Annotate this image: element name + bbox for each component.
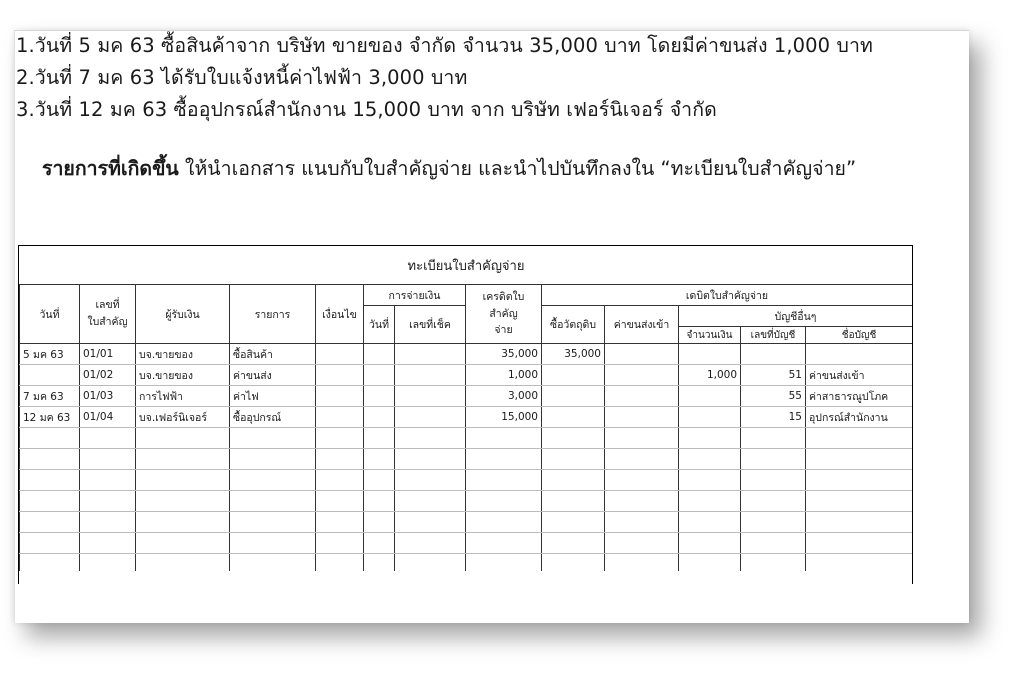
cell-freight: [605, 344, 679, 365]
transaction-line-3: 3.วันที่ 12 มค 63 ซื้ออุปกรณ์สำนักงาน 15,000 บาท จาก บริษัท เฟอร์นิเจอร์ จำกัด: [16, 98, 717, 121]
cell-materials: 35,000: [542, 344, 605, 365]
empty-row: [20, 512, 913, 533]
cell-pday: [364, 407, 395, 428]
cell-desc: ค่าขนส่ง: [230, 365, 316, 386]
cell-pday: [364, 365, 395, 386]
col-payment: การจ่ายเงิน: [364, 285, 466, 306]
cell-materials: [542, 407, 605, 428]
cell-amount: [679, 344, 741, 365]
cell-no: 01/01: [80, 344, 136, 365]
cell-no: 01/02: [80, 365, 136, 386]
cell-cheque: [395, 365, 466, 386]
cell-payee: การไฟฟ้า: [136, 386, 230, 407]
cell-acct-no: 55: [741, 386, 806, 407]
cell-cheque: [395, 344, 466, 365]
empty-row: [20, 428, 913, 449]
cell-payee: บจ.ขายของ: [136, 365, 230, 386]
col-condition: เงื่อนไข: [316, 285, 364, 344]
cell-credit: 1,000: [466, 365, 542, 386]
col-account-name: ชื่อบัญชี: [806, 327, 913, 344]
col-pay-day: วันที่: [364, 306, 395, 344]
cell-materials: [542, 365, 605, 386]
empty-row: [20, 449, 913, 470]
col-description: รายการ: [230, 285, 316, 344]
cell-acct-no: [741, 344, 806, 365]
instruction-bold: รายการที่เกิดขึ้น: [42, 157, 179, 180]
col-amount: จำนวนเงิน: [679, 327, 741, 344]
cell-credit: 3,000: [466, 386, 542, 407]
cell-acct-name: ค่าขนส่งเข้า: [806, 365, 913, 386]
register-body: [20, 344, 913, 572]
col-debit: เดบิตใบสำคัญจ่าย: [542, 285, 913, 306]
cell-acct-name: [806, 344, 913, 365]
transaction-line-2: 2.วันที่ 7 มค 63 ได้รับใบแจ้งหนี้ค่าไฟฟ้า 3,000 บาท: [16, 66, 468, 89]
cell-amount: [679, 407, 741, 428]
cell-acct-name: อุปกรณ์สำนักงาน: [806, 407, 913, 428]
instruction-rest: ให้นำเอกสาร แนบกับใบสำคัญจ่าย และนำไปบันทึกลงใน “ทะเบียนใบสำคัญจ่าย”: [178, 157, 857, 180]
register-table: [19, 246, 913, 571]
cell-acct-name: ค่าสาธารณูปโภค: [806, 386, 913, 407]
cell-cond: [316, 386, 364, 407]
register-title: ทะเบียนใบสำคัญจ่าย: [20, 246, 913, 285]
table-row: [20, 386, 913, 407]
col-voucher-no: เลขที่ ใบสำคัญ: [80, 285, 136, 344]
table-row: [20, 344, 913, 365]
cell-amount: 1,000: [679, 365, 741, 386]
empty-row: [20, 554, 913, 572]
instruction-text: [42, 153, 856, 184]
cell-materials: [542, 386, 605, 407]
table-row: [20, 365, 913, 386]
cell-payee: บจ.ขายของ: [136, 344, 230, 365]
cell-date: [20, 365, 80, 386]
col-freight-in: ค่าขนส่งเข้า: [605, 306, 679, 344]
cell-acct-no: 51: [741, 365, 806, 386]
transaction-line-1: 1.วันที่ 5 มค 63 ซื้อสินค้าจาก บริษัท ขายของ จำกัด จำนวน 35,000 บาท โดยมีค่าขนส่ง 1,000 บาท: [16, 34, 873, 57]
cell-credit: 35,000: [466, 344, 542, 365]
cell-cond: [316, 344, 364, 365]
cell-no: 01/03: [80, 386, 136, 407]
col-account-no: เลขที่บัญชี: [741, 327, 806, 344]
col-cheque-no: เลขที่เช็ค: [395, 306, 466, 344]
register-bottom: [18, 570, 913, 584]
transaction-list: [16, 30, 873, 126]
empty-row: [20, 491, 913, 512]
cell-credit: 15,000: [466, 407, 542, 428]
col-date: วันที่: [20, 285, 80, 344]
cell-date: 7 มค 63: [20, 386, 80, 407]
cell-payee: บจ.เฟอร์นิเจอร์: [136, 407, 230, 428]
cell-cheque: [395, 386, 466, 407]
col-materials: ซื้อวัตถุดิบ: [542, 306, 605, 344]
cell-desc: ซื้ออุปกรณ์: [230, 407, 316, 428]
cell-desc: ซื้อสินค้า: [230, 344, 316, 365]
col-payee: ผู้รับเงิน: [136, 285, 230, 344]
empty-row: [20, 533, 913, 554]
cell-freight: [605, 365, 679, 386]
cell-freight: [605, 386, 679, 407]
cell-pday: [364, 344, 395, 365]
col-credit: เครดิตใบสำคัญ จ่าย: [466, 285, 542, 344]
cell-amount: [679, 386, 741, 407]
cell-desc: ค่าไฟ: [230, 386, 316, 407]
table-row: [20, 407, 913, 428]
cell-cheque: [395, 407, 466, 428]
empty-row: [20, 470, 913, 491]
cell-date: 5 มค 63: [20, 344, 80, 365]
cell-acct-no: 15: [741, 407, 806, 428]
col-other-accounts: บัญชีอื่นๆ: [679, 306, 913, 327]
cell-pday: [364, 386, 395, 407]
payment-voucher-register: [18, 245, 913, 571]
cell-cond: [316, 407, 364, 428]
cell-no: 01/04: [80, 407, 136, 428]
cell-freight: [605, 407, 679, 428]
cell-date: 12 มค 63: [20, 407, 80, 428]
cell-cond: [316, 365, 364, 386]
